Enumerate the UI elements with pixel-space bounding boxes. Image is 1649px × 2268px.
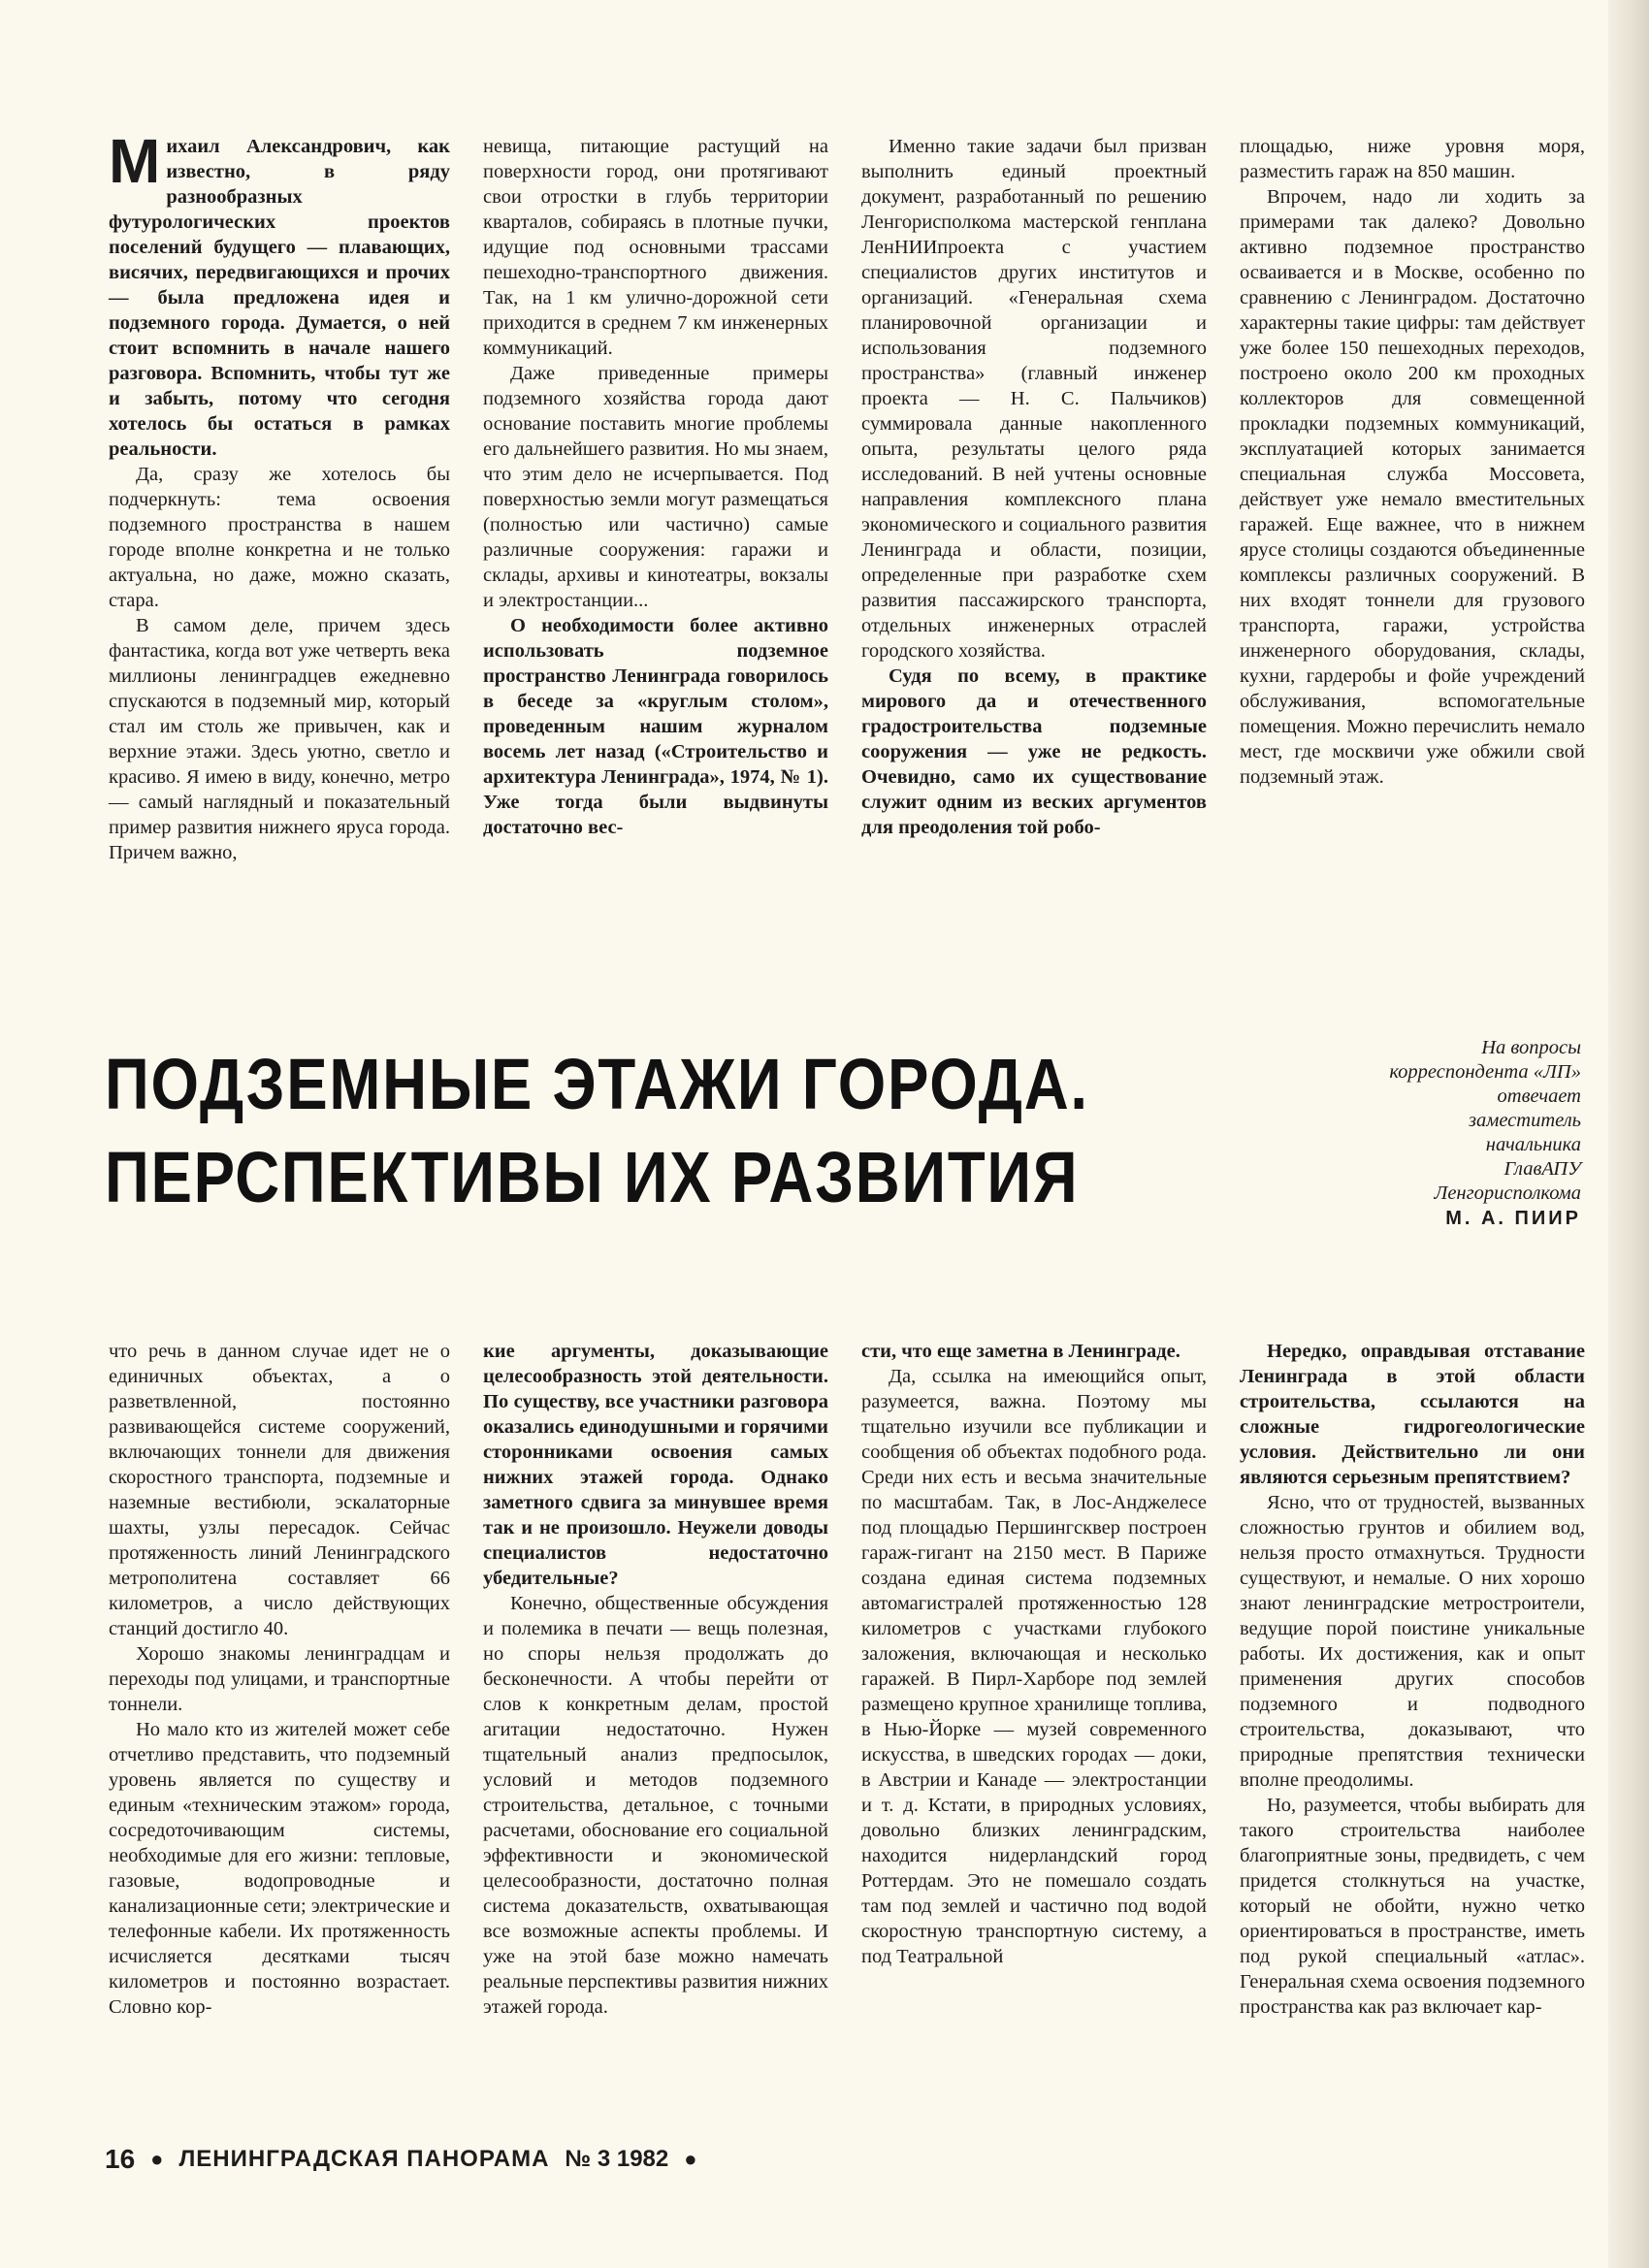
paragraph-text: В самом деле, причем здесь фантастика, когда вот уже четверть века миллионы ленинградцев ежедневно спускаются в подземный мир, который стал им столь же привычен, как и верхние этажи. Здесь уютно, светло и красиво. Я имею в виду, конечно, метро — самый наглядный и показательный пример развития нижнего яруса города. Причем важно, <box>109 615 450 863</box>
paragraph <box>1240 1490 1585 1793</box>
paragraph-text: Судя по всему, в практике мирового да и отечественного градостроительства подземные сооружения — уже не редкость. Очевидно, само их существование служит одним из веских аргументов для преодоления той робо- <box>861 665 1207 838</box>
paragraph-text: Но мало кто из жителей может себе отчетливо представить, что подземный уровень является по существу и единым «техническим этажом» города, сосредоточивающим системы, необходимые для его жизни: тепловые, газовые, водопроводные и канализационные сети; электрические и телефонные кабели. Их протяженность исчисляется десятками тысяч километров и постоянно возрастает. Словно кор- <box>109 1719 450 2018</box>
intro-line: заместитель <box>1469 1110 1581 1131</box>
bottom-column-1 <box>109 1339 450 2124</box>
page-edge <box>1608 0 1649 2268</box>
paragraph <box>1240 134 1585 184</box>
paragraph-text: Но, разумеется, чтобы выбирать для такого строительства наиболее благоприятные зоны, предвидеть, с чем придется столкнуться на участке, который не обойти, нужно четко ориентироваться в пространстве, иметь под рукой специальный «атлас». Генеральная схема освоения подземного пространства как раз включает кар- <box>1240 1795 1585 2018</box>
paragraph <box>483 1339 828 1591</box>
paragraph-text: Да, сразу же хотелось бы подчеркнуть: тема освоения подземного пространства в нашем городе вполне конкретна и не только актуальна, но даже, можно сказать, стара. <box>109 464 450 611</box>
paragraph-text: ихаил Александрович, как известно, в ряду разнообразных футурологических проектов поселений будущего — плавающих, висячих, передвигающихся и прочих — была предложена идея и подземного города. Думается, о ней стоит вспомнить в начале нашего разговора. Вспомнить, чтобы тут же и забыть, потому что сегодня хотелось бы остаться в рамках реальности. <box>109 136 450 460</box>
intro-line: начальника <box>1485 1134 1581 1155</box>
article-headline <box>105 1038 1156 1224</box>
bullet-icon: ● <box>150 2147 164 2171</box>
paragraph-text: невища, питающие растущий на поверхности город, они протягивают свои отростки в глубь территории кварталов, собираясь в плотные пучки, идущие под основными трассами пешеходно-транспортного движения. Так, на 1 км улично-дорожной сети приходится в среднем 7 км инженерных коммуникаций. <box>483 136 828 359</box>
paragraph <box>109 1339 450 1641</box>
paragraph-text: Да, ссылка на имеющийся опыт, разумеется, важна. Поэтому мы тщательно изучили все публикации и сообщения об объектах подобного рода. Среди них есть и весьма значительные по масштабам. Так, в Лос-Анджелесе под площадью Першингсквер построен гараж-гигант на 2150 мест. В Париже создана единая система подземных автомагистралей протяженностью 128 километров с участками глубокого заложения, включающая и несколько гаражей. В Пирл-Харборе под землей размещено крупное хранилище топлива, в Нью-Йорке — музей современного искусства, в шведских городах — доки, в Австрии и Канаде — электростанции и т. д. Кстати, в природных условиях, довольно близких ленинградским, находится нидерландский город Роттердам. Это не помешало создать там под землей и частично под водой скоростную транспортную систему, а под Театральной <box>861 1366 1207 1967</box>
paragraph <box>109 126 450 462</box>
paragraph-text: что речь в данном случае идет не о единичных объектах, а о разветвленной, постоянно развивающейся системе сооружений, включающих тоннели для движения скоростного транспорта, подземные и наземные вестибюли, эскалаторные шахты, узлы пересадок. Сейчас протяженность линий Ленинградского метрополитена составляет 66 километров, а число действующих станций достигло 40. <box>109 1341 450 1639</box>
paragraph-text: Ясно, что от трудностей, вызванных сложностью грунтов и обилием вод, нельзя просто отмахнуться. Трудности существуют, и немалые. О них хорошо знают ленинградские метростроители, ведущие порой поистине уникальные работы. Их достижения, как и опыт применения других способов подземного и подводного строительства, доказывают, что природные препятствия технически вполне преодолимы. <box>1240 1492 1585 1791</box>
paragraph-text: площадью, ниже уровня моря, разместить гараж на 850 машин. <box>1240 136 1585 182</box>
bottom-column-2 <box>483 1339 828 2124</box>
bottom-column-4 <box>1240 1339 1585 2124</box>
intro-line: отвечает <box>1497 1085 1581 1107</box>
paragraph-text: Впрочем, надо ли ходить за примерами так далеко? Довольно активно подземное пространство осваивается и в Москве, особенно по сравнению с Ленинградом. Достаточно характерны такие цифры: там действует уже более 150 пешеходных переходов, построено около 200 км проходных коллекторов для совмещенной прокладки подземных коммуникаций, эксплуатацией которых занимается специальная служба Моссовета, действует уже немало вместительных гаражей. Еще важнее, что в нижнем ярусе столицы создаются объединенные комплексы различных сооружений. В них входят тоннели для грузового транспорта, гаражи, устройства инженерного оборудования, склады, кухни, гардеробы и фойе учреждений обслуживания, вспомогательные помещения. Можно перечислить немало мест, где москвичи уже обжили свой подземный этаж. <box>1240 186 1585 788</box>
headline-line-2: ПЕРСПЕКТИВЫ ИХ РАЗВИТИЯ <box>105 1137 1080 1217</box>
paragraph-text: Хорошо знакомы ленинградцам и переходы под улицами, и транспортные тоннели. <box>109 1643 450 1715</box>
paragraph <box>109 613 450 865</box>
paragraph-text: Именно такие задачи был призван выполнить единый проектный документ, разработанный по решению Ленгорисполкома мастерской генплана ЛенНИИпроекта с участием специалистов других институтов и организаций. «Генеральная схема планировочной организации и использования подземного пространства» (главный инженер проекта — Н. С. Пальчиков) суммировала данные накопленного опыта, результаты целого ряда исследований. В ней учтены основные направления комплексного плана экономического и социального развития Ленинграда и области, позиции, определенные при разработке схем развития пассажирского транспорта, отдельных инженерных отраслей городского хозяйства. <box>861 136 1207 662</box>
intro-line: Ленгорисполкома <box>1434 1183 1581 1204</box>
article-intro <box>1300 1036 1581 1206</box>
paragraph <box>861 134 1207 664</box>
paragraph <box>861 1339 1207 1364</box>
paragraph-text: Даже приведенные примеры подземного хозяйства города дают основание поставить многие проблемы его дальнейшего развития. Но мы знаем, что этим дело не исчерпывается. Под поверхностью земли могут размещаться (полностью или частично) самые различные сооружения: гаражи и склады, архивы и кинотеатры, вокзалы и электростанции... <box>483 363 828 611</box>
paragraph <box>1240 184 1585 790</box>
dropcap-letter: М <box>109 126 161 196</box>
article-author: М. А. ПИИР <box>1445 1208 1581 1229</box>
headline-line-1: ПОДЗЕМНЫЕ ЭТАЖИ ГОРОДА. <box>105 1044 1089 1124</box>
top-column-2 <box>483 134 828 920</box>
bottom-column-3 <box>861 1339 1207 2124</box>
paragraph-text: Нередко, оправдывая отставание Ленинграда в этой области строительства, ссылаются на сложные гидрогеологические условия. Действительно ли они являются серьезным препятствием? <box>1240 1341 1585 1488</box>
paragraph-text: кие аргументы, доказывающие целесообразность этой деятельности. По существу, все участники разговора оказались единодушными и горячими сторонниками освоения самых нижних этажей города. Однако заметного сдвига за минувшее время так и не произошло. Неужели доводы специалистов недостаточно убедительные? <box>483 1341 828 1589</box>
paragraph <box>483 361 828 613</box>
magazine-name: ЛЕНИНГРАДСКАЯ ПАНОРАМА <box>178 2146 550 2172</box>
issue-number: № 3 1982 <box>565 2146 669 2172</box>
paragraph <box>109 1641 450 1717</box>
intro-line: ГлавАПУ <box>1504 1158 1581 1180</box>
top-column-4 <box>1240 134 1585 920</box>
paragraph <box>1240 1339 1585 1490</box>
paragraph <box>483 613 828 840</box>
paragraph <box>861 1364 1207 1969</box>
paragraph-text: сти, что еще заметна в Ленинграде. <box>861 1341 1180 1362</box>
bullet-icon: ● <box>684 2147 697 2171</box>
intro-line: На вопросы <box>1481 1037 1581 1058</box>
page-number: 16 <box>105 2144 136 2174</box>
paragraph <box>109 1717 450 2020</box>
paragraph <box>861 664 1207 840</box>
intro-line: корреспондента «ЛП» <box>1389 1061 1581 1083</box>
page-footer <box>105 2144 978 2175</box>
top-column-3 <box>861 134 1207 920</box>
paragraph-text: Конечно, общественные обсуждения и полемика в печати — вещь полезная, но споры нельзя продолжать до бесконечности. А чтобы перейти от слов к конкретным делам, простой агитации недостаточно. Нужен тщательный анализ предпосылок, условий и методов подземного строительства, детальное, с точными расчетами, обоснование его социальной эффективности и экономической целесообразности, достаточно полная система доказательств, охватывающая все возможные аспекты проблемы. И уже на этой базе можно намечать реальные перспективы развития нижних этажей города. <box>483 1593 828 2018</box>
paragraph <box>1240 1793 1585 2020</box>
top-column-1 <box>109 126 450 920</box>
paragraph-text: О необходимости более активно использовать подземное пространство Ленинграда говорилось в беседе за «круглым столом», проведенным нашим журналом восемь лет назад («Строительство и архитектура Ленинграда», 1974, № 1). Уже тогда были выдвинуты достаточно вес- <box>483 615 828 838</box>
paragraph <box>109 462 450 613</box>
paragraph <box>483 1591 828 2020</box>
paragraph <box>483 134 828 361</box>
